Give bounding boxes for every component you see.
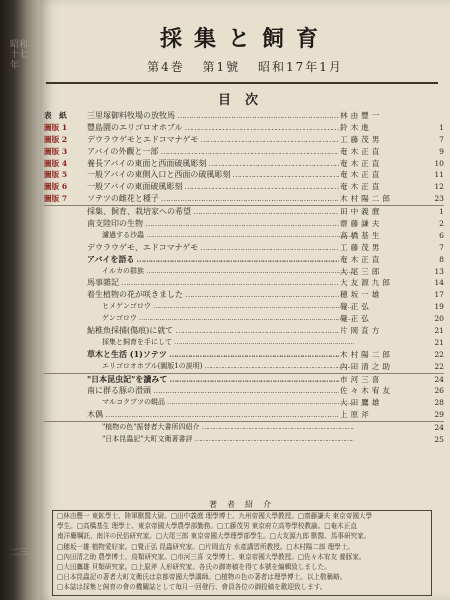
toc-entry-page: 22: [434, 349, 444, 359]
date-label: 昭和17年1月: [258, 60, 343, 74]
toc-entry-author: 工藤茂男: [340, 134, 383, 144]
toc-entry-title: [102, 313, 354, 325]
author-intro-line: □林由豐一 東鉱學士、陸軍獸醫大尉。□田中義麿 理學博士、九州帝國大學教授。□齋藤謙夫 東京帝國大學: [57, 512, 373, 520]
toc-entry: [44, 218, 444, 230]
toc-entry-author: 鈴木進: [340, 122, 372, 132]
toc-entry-page: 24: [434, 423, 444, 433]
toc-entry-author: 奄木正直: [340, 170, 383, 180]
spine-ghost-text: 二三: [10, 548, 29, 558]
toc-entry: [44, 146, 444, 158]
toc-entry-title-text: デウラウゲモ、エドコマナゲモ: [87, 242, 199, 252]
toc-entry-page: 29: [434, 410, 444, 420]
toc-entry-title: [87, 349, 339, 361]
toc-entry-label: 圖版 4: [44, 158, 68, 168]
toc-entry: [44, 289, 444, 301]
toc-entry-title-text: ソテツの雌花と種子: [87, 194, 159, 204]
toc-entry-page: 17: [434, 290, 444, 300]
toc-entry-author: 片岡直方: [340, 326, 383, 336]
toc-entry: [44, 122, 444, 134]
toc-entry-author: 大友源九郎: [340, 278, 393, 288]
toc-entry: [44, 301, 444, 313]
toc-entry-label: 圖版 3: [44, 146, 68, 156]
toc-heading: 目次: [217, 93, 272, 108]
toc-entry: [44, 254, 444, 266]
toc-entry-author: 佐々木宥友: [340, 386, 393, 396]
toc-entry-author: 田中義麿: [340, 207, 383, 217]
toc-entry-title: [87, 181, 339, 193]
toc-entry-page: 22: [434, 361, 444, 371]
toc-entry-title-text: "植物の色"振替者大書所四紹介: [102, 423, 200, 432]
toc-entry-title: [87, 110, 339, 122]
toc-entry-page: 20: [434, 314, 444, 324]
toc-entry-title: [87, 289, 339, 301]
toc-entry: [44, 181, 444, 193]
toc-entry: [44, 134, 444, 146]
toc-entry-title: [87, 146, 339, 158]
toc-entry-author: 工藤茂男: [340, 242, 383, 252]
toc-entry-title: [87, 206, 339, 218]
toc-entry: [44, 422, 444, 434]
toc-entry-title-text: 採集と飼育を手にして: [102, 337, 172, 346]
toc-entry-title: [102, 337, 354, 349]
toc-entry-page: 23: [434, 194, 444, 204]
toc-entry-author: 木村陽二郎: [340, 194, 393, 204]
toc-entry: [44, 266, 444, 278]
toc-entry-author: 奄木正直: [340, 158, 383, 168]
toc-entry-title-text: 養長アバイの東面と西面破風彫刻: [87, 158, 207, 168]
toc-entry-title: [87, 169, 339, 181]
toc-entry-title-text: ヒメゲンゴロウ: [102, 302, 151, 311]
toc-entry-title: [87, 242, 339, 254]
toc-entry: [44, 206, 444, 218]
toc-entry-author: 奄木正直: [340, 146, 383, 156]
toc-entry-title: [102, 301, 354, 313]
magazine-title: 採集と飼育: [159, 26, 330, 52]
toc-entry-title: [87, 218, 339, 230]
toc-entry-page: 7: [439, 134, 444, 144]
toc-entry-label: 表 紙: [44, 111, 67, 120]
toc-entry-title-text: アバイを語る: [87, 253, 135, 264]
toc-entry: [44, 397, 444, 409]
toc-entry: [44, 385, 444, 397]
adjacent-page-spine: [0, 0, 40, 600]
toc-entry-title-text: 着生植物の花が咲きました: [87, 290, 183, 300]
table-of-contents: [44, 110, 444, 446]
toc-entry-page: 21: [434, 337, 444, 347]
toc-entry-title: [102, 266, 354, 278]
toc-entry-author: 覺正弘: [340, 314, 372, 324]
author-intro-line: □內田清之助 農學博士、鳥類研究家。□市河三喜 文學博士、東京帝國大學教授。□佐々木宥友 養豚家。: [57, 552, 366, 561]
toc-entry-author: 大田鷹雄: [340, 398, 383, 408]
toc-entry-author: 奄木正直: [340, 254, 383, 264]
toc-entry-title: [102, 230, 354, 242]
toc-entry: [44, 361, 444, 374]
magazine-page: [40, 0, 450, 600]
author-intro-line: □大田鷹雄 貝類研究家。□上原斧 人形研究家。各氏の御寄稿を得て本號を編輯致しました。: [57, 562, 331, 571]
toc-entry-title-text: 三里塚御料牧場の放牧馬: [87, 111, 175, 120]
toc-entry-page: 11: [434, 170, 444, 180]
toc-entry-author: 內田清之助: [340, 361, 393, 371]
toc-entry-title-text: 採集、飼育、栽培家への希望: [87, 207, 191, 217]
toc-entry: [44, 374, 444, 386]
toc-entry-author: 奄木正直: [340, 182, 383, 192]
toc-entry: [44, 434, 444, 446]
toc-entry-title: [102, 434, 354, 446]
header-rule: [46, 82, 438, 84]
author-intro-box: [52, 510, 432, 596]
volume-label: 第4巻: [147, 60, 185, 74]
toc-entry-author: 高橋基生: [340, 230, 383, 240]
toc-entry-title: [87, 374, 339, 386]
toc-entry-title-text: 草木と生活 (1)ソテツ: [87, 348, 167, 359]
toc-entry-title: [87, 134, 339, 146]
toc-entry-author: 木村陽二郎: [340, 349, 393, 359]
toc-entry-page: 25: [434, 435, 444, 445]
toc-entry-page: 1: [439, 207, 444, 217]
toc-entry-title: [87, 325, 339, 337]
toc-entry: [44, 277, 444, 289]
toc-entry-label: 圖版 1: [44, 122, 68, 132]
toc-entry-title-text: "日本昆蟲記"大町文衛著書評: [102, 435, 193, 444]
toc-entry: [44, 169, 444, 181]
toc-entry-title-text: エリゴロオホブル(圖版1の説明): [102, 361, 203, 370]
toc-entry-title: [87, 158, 339, 170]
toc-entry-title: [87, 409, 339, 421]
toc-entry: [44, 349, 444, 361]
toc-entry-author: 穂坂一雄: [340, 290, 383, 300]
toc-entry: [44, 110, 444, 122]
toc-entry-title: [87, 122, 339, 134]
toc-entry: [44, 230, 444, 242]
toc-entry-author: 上原斧: [340, 410, 372, 420]
toc-entry-title-text: アバイの外觀と一部: [87, 146, 159, 156]
toc-entry-title: [102, 422, 354, 434]
toc-entry-label: 圖版 7: [44, 194, 68, 204]
toc-entry-page: 28: [434, 398, 444, 408]
toc-entry-title-text: 一般アバイの東側入口と西面の破風彫刻: [87, 170, 231, 180]
author-intro-line: □日本昆蟲記の著者大町文衛氏は京都帝國大學講師。□植物の色の著者は理學博士。以上敬稱略。: [57, 573, 347, 582]
spine-ghost-text: 昭和十七年: [10, 40, 29, 71]
toc-entry-author: 齋藤謙夫: [340, 219, 383, 229]
toc-entry-title-text: 濾過する沙蟲: [102, 230, 144, 239]
toc-entry-title-text: デウラウゲモとエドコマナゲモ: [87, 134, 199, 144]
author-intro-line: 南洋廳嘱託、南洋の民俗研究家。□大尾三郎 東京帝國大學理學部學生。□大友源九郎 獸醫、馬事研究家。: [57, 532, 371, 541]
toc-entry-author: 市河三喜: [340, 374, 383, 384]
toc-entry-page: 7: [439, 242, 444, 252]
toc-entry-title: [87, 277, 339, 289]
toc-entry-label: 圖版 2: [44, 134, 68, 144]
toc-entry-title: [87, 385, 339, 397]
toc-entry-title-text: 南に群る豚の滑頭: [87, 386, 151, 396]
toc-entry-title: [87, 254, 339, 266]
toc-entry-title-text: ゲンゴロウ: [102, 314, 137, 323]
toc-entry-title-text: 鮎稚魚採捕(傷痕)に就て: [87, 326, 174, 336]
toc-entry: [44, 313, 444, 325]
toc-entry-title: [87, 193, 339, 205]
toc-entry-title-text: 南支陸印の生物: [87, 219, 143, 229]
toc-entry-page: 13: [434, 266, 444, 276]
author-intro-heading: 著者紹介: [209, 500, 281, 509]
toc-entry: [44, 158, 444, 170]
toc-entry-title-text: 馬事雜記: [87, 278, 119, 288]
toc-entry: [44, 337, 444, 349]
toc-entry-page: 14: [434, 278, 444, 288]
toc-entry-title-text: マルコクブツの蜆品: [102, 398, 165, 407]
issue-line: [40, 58, 450, 75]
toc-entry-page: 24: [434, 374, 444, 384]
toc-entry-page: 19: [434, 302, 444, 312]
toc-entry-label: 圖版 5: [44, 170, 68, 180]
author-intro-line: 學生。□高橋基生 理學士、東京帝國大學農學部勤務。□工藤茂男 東京府立高等學校教諭。□奄木正直: [57, 522, 357, 531]
toc-entry-title-text: イルカの群族: [102, 266, 144, 275]
toc-entry-title-text: 豐島園のエリゴロオホブル: [87, 122, 183, 132]
toc-entry-title-text: "日本昆虫記"を讀みて: [87, 373, 168, 384]
toc-entry-page: 9: [439, 146, 444, 156]
toc-entry: [44, 409, 444, 422]
toc-entry-page: 6: [439, 230, 444, 240]
toc-entry: [44, 242, 444, 254]
toc-entry-page: 12: [434, 182, 444, 192]
author-intro-line: □本誌は採集と飼育の會の機關誌として毎月一回發行、會員各位の御投稿を歡迎致します。: [57, 583, 327, 592]
toc-entry-title: [102, 361, 354, 373]
toc-entry-label: 圖版 6: [44, 182, 68, 192]
toc-entry: [44, 193, 444, 206]
toc-entry-page: 21: [434, 326, 444, 336]
toc-entry-title: [102, 397, 354, 409]
toc-entry-page: 26: [434, 386, 444, 396]
toc-entry: [44, 325, 444, 337]
toc-entry-title-text: 木偶: [87, 410, 103, 420]
toc-entry-page: 8: [439, 254, 444, 264]
toc-entry-page: 1: [439, 122, 444, 132]
toc-entry-author: 覺正弘: [340, 302, 372, 312]
toc-entry-author: 大尾三郎: [340, 266, 383, 276]
number-label: 第1號: [202, 60, 241, 74]
toc-entry-page: 10: [434, 158, 444, 168]
toc-entry-title-text: 一般アバイの東面破風彫刻: [87, 182, 183, 192]
toc-entry-page: 2: [439, 219, 444, 229]
toc-entry-author: 林由豐一: [340, 111, 383, 120]
author-intro-line: □穂坂一雄 植物愛好家。□覺正弘 昆蟲研究家。□片岡直方 水產講習所教授。□木村陽二郎 理學士。: [57, 542, 355, 551]
